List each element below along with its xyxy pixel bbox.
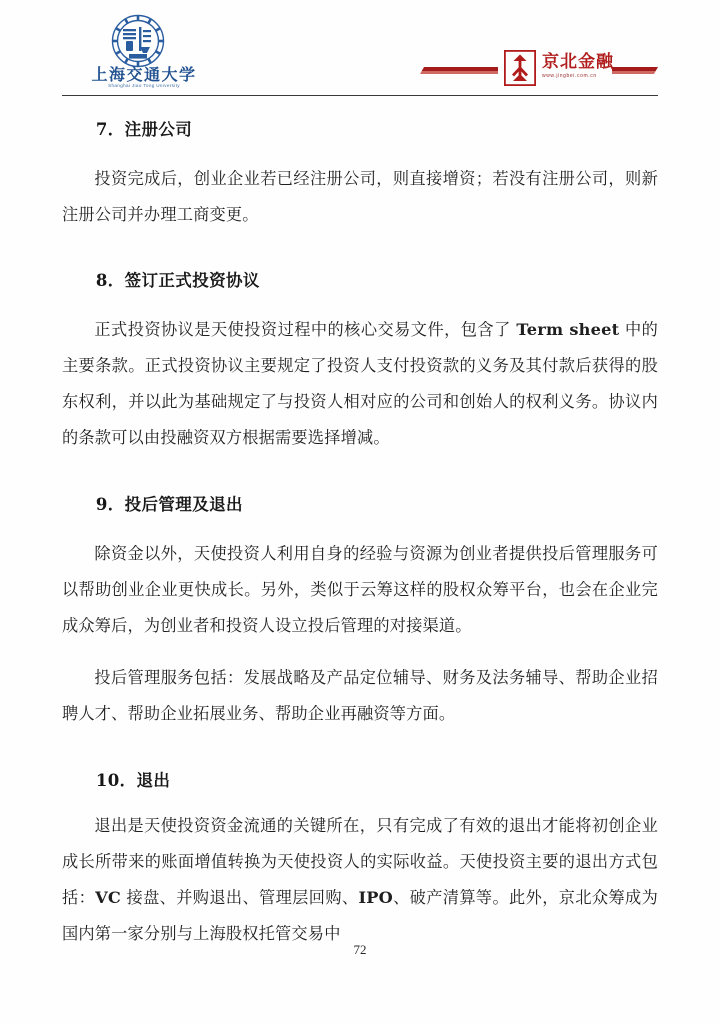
page-number: 72	[353, 942, 367, 957]
header-divider	[62, 95, 658, 96]
sjtu-emblem-icon	[110, 13, 166, 69]
section-heading-9: 9．投后管理及退出	[95, 495, 243, 514]
section-heading-8: 8．签订正式投资协议	[95, 270, 260, 290]
university-name-en: Shanghai Jiao Tong University	[108, 83, 180, 88]
sponsor-logo	[420, 48, 658, 88]
section-7-paragraph-1: 投资完成后，创业企业若已经注册公司，则直接增资；若没有注册公司，则新注册公司并办理工商变更。	[62, 168, 658, 224]
page-header	[62, 12, 658, 94]
document-body	[62, 104, 658, 952]
sponsor-url: www.jingbei.com.cn	[542, 73, 597, 79]
jingbei-seal-icon	[504, 50, 536, 86]
sponsor-name: 京北金融	[542, 52, 614, 72]
section-9-paragraph-1: 除资金以外，天使投资人利用自身的经验与资源为创业者提供投后管理服务可以帮助创业企业更快成长。另外，类似于云筹这样的股权众筹平台，也会在企业完成众筹后，为创业者和投资人设立投后管理的对接渠道。	[62, 543, 658, 635]
section-8-paragraph-1: 正式投资协议是天使投资过程中的核心交易文件，包含了 Term sheet 中的主要条款。正式投资协议主要规定了投资人支付投资款的义务及其付款后获得的股东权利，并以此为基础规定了与投资人相对应的公司和创始人的权利义务。协议内的条款可以由投融资双方根据需要选择增减。	[62, 320, 658, 447]
decorative-bar-left	[420, 67, 498, 74]
section-9-paragraph-2: 投后管理服务包括：发展战略及产品定位辅导、财务及法务辅导、帮助企业招聘人才、帮助企业拓展业务、帮助企业再融资等方面。	[62, 667, 658, 723]
section-heading-10: 10．退出	[95, 770, 171, 790]
section-10-paragraph-1: 退出是天使投资资金流通的关键所在，只有完成了有效的退出才能将初创企业成长所带来的账面增值转换为天使投资人的实际收益。天使投资主要的退出方式包括：VC 接盘、并购退出、管理层回购、IPO、破产清算等。此外，京北众筹成为国内第一家分别与上海股权托管交易中	[62, 816, 658, 943]
decorative-bar-right	[612, 67, 658, 74]
university-name-cn: 上海交通大学	[91, 65, 197, 84]
university-logo	[88, 12, 200, 94]
section-heading-7: 7．注册公司	[95, 120, 193, 139]
